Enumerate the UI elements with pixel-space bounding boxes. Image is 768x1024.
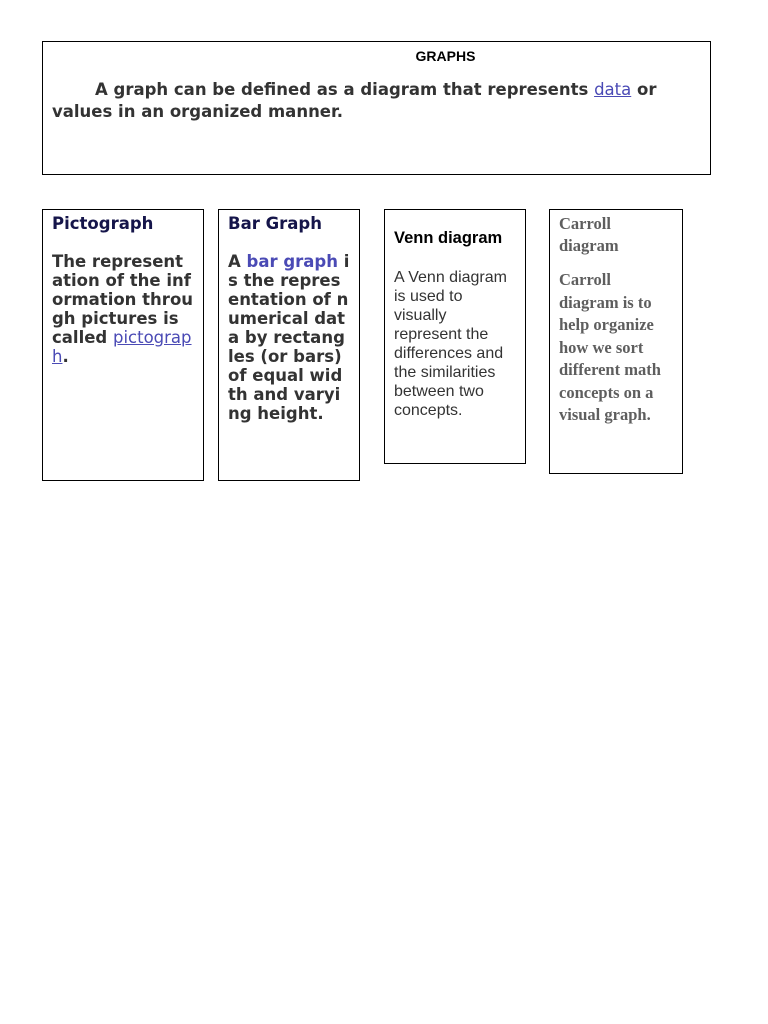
carroll-diagram-card xyxy=(549,209,683,474)
pictograph-period: . xyxy=(62,347,69,366)
bar-graph-highlight: bar graph xyxy=(246,252,338,271)
carroll-diagram-title: Carroll diagram xyxy=(559,214,619,255)
venn-diagram-card xyxy=(384,209,526,464)
bar-graph-title: Bar Graph xyxy=(228,214,322,233)
pictograph-text: The representation of the information through pictures is called xyxy=(52,252,194,347)
carroll-diagram-description: Carroll diagram is to help organize how we sort different math concepts on a visual graph. xyxy=(559,270,661,424)
bar-graph-description xyxy=(228,252,350,423)
definition-text-end: or values in an organized manner. xyxy=(52,80,657,121)
pictograph-card xyxy=(42,209,204,481)
pictograph-title: Pictograph xyxy=(52,214,154,233)
bar-graph-text-start: A xyxy=(228,252,247,271)
graph-definition xyxy=(52,79,702,123)
definition-box xyxy=(42,41,711,175)
page-title: GRAPHS xyxy=(415,48,476,64)
data-link[interactable]: data xyxy=(594,80,632,99)
venn-diagram-title: Venn diagram xyxy=(394,229,503,247)
pictograph-link[interactable]: pictograph xyxy=(52,328,192,366)
bar-graph-card xyxy=(218,209,360,481)
venn-diagram-description: A Venn diagram is used to visually represent the differences and the similarities between two concepts. xyxy=(394,269,507,419)
definition-text-start: A graph can be defined as a diagram that represents xyxy=(95,80,595,99)
bar-graph-text-end: is the representation of numerical data by rectangles (or bars) of equal width and varying height. xyxy=(228,252,350,423)
pictograph-description xyxy=(52,252,194,366)
